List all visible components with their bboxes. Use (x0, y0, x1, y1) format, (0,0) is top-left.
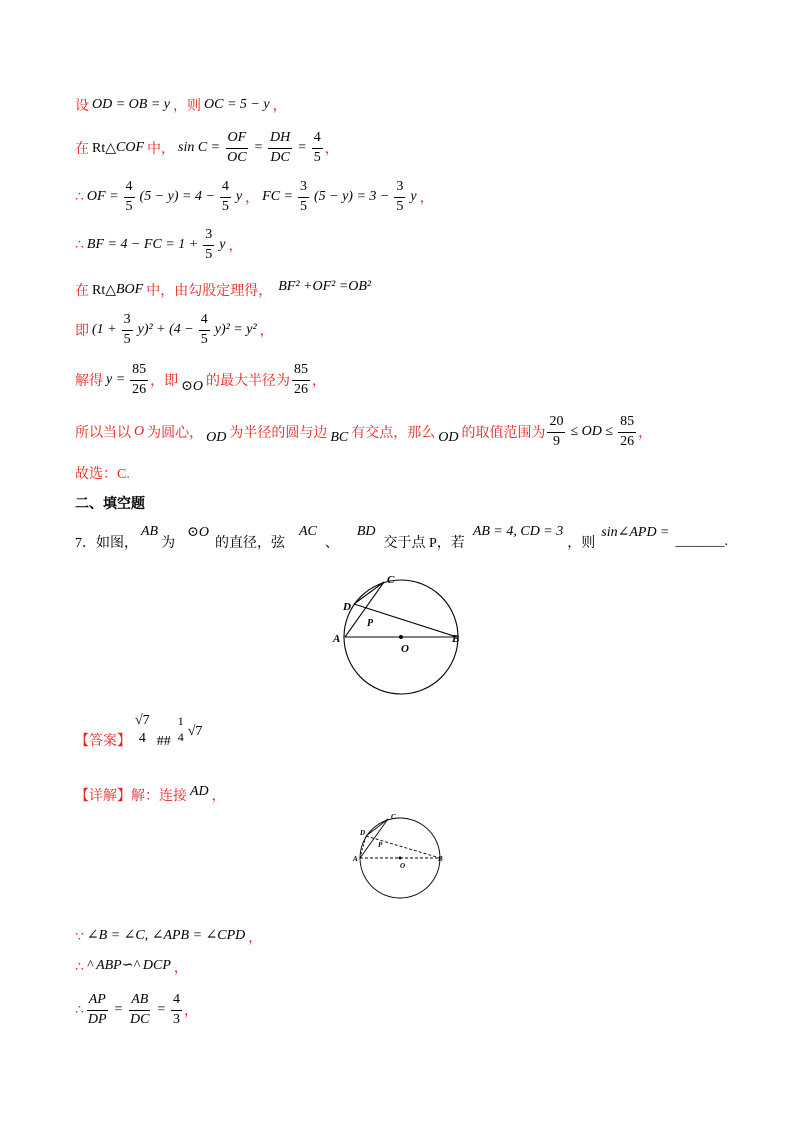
text: 设 (75, 99, 89, 114)
math-expression: BD (356, 524, 376, 539)
math-expression: AC (298, 524, 317, 539)
text: ， (324, 142, 339, 157)
therefore-symbol: ∴ (75, 1002, 84, 1018)
math-expression: OC = 5 − y (204, 97, 270, 112)
numerator: 85 (130, 362, 148, 380)
math-expression: Rt△ (92, 140, 116, 156)
label-a: A (333, 633, 341, 645)
fraction (225, 130, 248, 165)
denominator: 26 (132, 381, 147, 397)
solution-line-8 (75, 410, 652, 454)
numerator: 20 (547, 414, 565, 432)
numerator: DH (268, 130, 292, 148)
circle-symbol: ⊙O (181, 378, 204, 394)
fraction (268, 130, 292, 165)
label-b: B (438, 855, 443, 863)
fraction (133, 713, 152, 747)
math-expression: = (156, 1002, 166, 1017)
denominator: 26 (620, 433, 635, 449)
detail-label: 【详解】解：连接 (75, 789, 187, 804)
text: ， (248, 931, 263, 946)
text: ， (419, 191, 434, 206)
math-expression: y)² + (4 − (137, 322, 194, 337)
solution-line-5 (75, 268, 374, 312)
math-expression: FC = (262, 189, 293, 204)
label-d: D (343, 601, 351, 613)
fraction (298, 179, 309, 214)
separator: ## (156, 734, 171, 749)
denominator: 4 (138, 731, 146, 746)
text: 7．如图， (75, 536, 138, 551)
solution-line-3 (75, 175, 434, 219)
solution-line-7 (75, 358, 326, 402)
numerator: OF (226, 130, 249, 148)
text: 在 (75, 142, 89, 157)
label-o: O (401, 643, 409, 655)
math-expression: = (253, 140, 264, 155)
label-o: O (400, 862, 406, 870)
text: 中， (147, 142, 175, 157)
fraction (203, 227, 214, 262)
solution-line-6 (75, 308, 274, 352)
label-c: C (387, 574, 395, 586)
text: ，则 (567, 536, 596, 551)
denominator: 5 (125, 198, 133, 214)
fraction (86, 992, 109, 1027)
solution-line-1 (75, 83, 287, 127)
text: 为 (161, 536, 176, 551)
math-expression: AB (141, 524, 159, 539)
math-expression: (1 + (92, 322, 117, 337)
question-7 (75, 520, 728, 564)
label-p: P (367, 618, 374, 629)
math-expression: OD = OB = y (92, 97, 170, 112)
fraction (130, 362, 148, 397)
denominator: 4 (177, 730, 184, 744)
denominator: 5 (396, 198, 404, 214)
label-b: B (452, 633, 460, 645)
solution-line-2 (75, 126, 339, 170)
numerator: 85 (618, 414, 636, 432)
answer-line (75, 708, 202, 752)
text: ， (272, 99, 287, 114)
numerator: 3 (394, 179, 405, 197)
denominator: OC (227, 149, 247, 165)
fraction (394, 179, 405, 214)
text: ， (183, 1004, 198, 1019)
math-expression: y (235, 189, 243, 204)
heading-text: 二、填空题 (75, 497, 145, 512)
circle-figure-2 (350, 808, 450, 903)
circle-symbol: ⊙O (187, 524, 209, 540)
because-symbol: ∵ (75, 929, 84, 945)
numerator: 85 (292, 362, 310, 380)
denominator: 5 (123, 331, 131, 347)
numerator: AB (129, 992, 150, 1010)
denominator: DC (270, 149, 290, 165)
math-expression: y)² = y² (214, 322, 257, 337)
math-expression: BF = 4 − FC = 1 + (86, 237, 199, 252)
math-expression: (5 − y) = 4 − (139, 189, 215, 204)
math-expression: sin∠APD = (601, 524, 670, 540)
fraction (199, 312, 210, 347)
math-expression: OD (206, 430, 227, 445)
fraction (122, 312, 133, 347)
therefore-symbol: ∴ (75, 189, 84, 205)
text: ， (312, 374, 327, 389)
text: 的直径，弦 (214, 536, 285, 551)
text: 即 (75, 324, 89, 339)
detail-line (75, 773, 226, 817)
math-expression: (5 − y) = 3 − (313, 189, 390, 204)
numerator: 1 (177, 714, 184, 729)
denominator: DC (130, 1011, 150, 1027)
denominator: 5 (299, 198, 307, 214)
text: 为圆心， (147, 426, 204, 441)
numerator: 4 (312, 130, 323, 148)
numerator: 4 (220, 179, 231, 197)
text: ， (259, 324, 274, 339)
chord-cd (366, 819, 388, 836)
label-a: A (353, 855, 358, 863)
text: 的最大半径为 (206, 374, 291, 389)
text: ，则 (173, 99, 201, 114)
denominator: 9 (552, 433, 560, 449)
math-expression: AD (190, 784, 209, 799)
text: ， (638, 426, 653, 441)
math-expression: BOF (116, 282, 144, 297)
math-expression: Rt△ (92, 282, 116, 298)
text: 中，由勾股定理得， (146, 284, 273, 299)
answer-label: 【答案】 (75, 734, 131, 749)
fraction (292, 362, 310, 397)
math-expression: ≤ OD ≤ (570, 424, 614, 439)
math-expression: = (113, 1002, 124, 1017)
text: ， (211, 789, 226, 804)
chord-cd (354, 582, 384, 604)
therefore-symbol: ∴ (75, 237, 84, 253)
fraction (618, 414, 636, 449)
text: ，即 (150, 374, 179, 389)
fraction (312, 130, 323, 165)
text: ， (228, 239, 243, 254)
text: 的取值范围为 (461, 426, 546, 441)
denominator: 5 (200, 331, 208, 347)
fraction (171, 992, 182, 1027)
text: ， (173, 961, 188, 976)
proof-line-3 (75, 988, 198, 1032)
text: 所以当以 (75, 426, 131, 441)
label-p: P (378, 841, 383, 849)
math-expression: = (297, 140, 307, 155)
text: 交于点 P，若 (383, 536, 465, 551)
numerator: 4 (199, 312, 210, 330)
text: ， (245, 191, 260, 206)
math-expression: √7 (187, 724, 203, 739)
chord-ac (360, 819, 388, 858)
numerator: AP (87, 992, 108, 1010)
math-expression: y (219, 237, 226, 252)
label-c: C (391, 813, 396, 821)
numerator: 3 (298, 179, 309, 197)
fraction (124, 179, 135, 214)
center-point (399, 857, 402, 860)
math-expression: ∠B = ∠C, ∠APB = ∠CPD (86, 927, 246, 943)
fraction (128, 992, 151, 1027)
label-d: D (360, 829, 366, 837)
fraction (176, 715, 186, 745)
math-expression: COF (116, 140, 144, 155)
math-expression: BC (330, 430, 349, 445)
therefore-symbol: ∴ (75, 959, 84, 975)
math-expression: y (410, 189, 417, 204)
point-label: O (134, 424, 145, 439)
text: 故选：C. (75, 467, 130, 482)
denominator: DP (87, 1011, 107, 1027)
numerator: 4 (124, 179, 135, 197)
text: 有交点，那么 (351, 426, 436, 441)
numerator: √7 (135, 712, 150, 728)
text: 、 (324, 536, 339, 551)
math-expression: BF² +OF² =OB² (278, 279, 372, 294)
text: 解得 (75, 374, 103, 389)
solution-line-4 (75, 223, 242, 267)
circle-figure-1 (330, 570, 475, 695)
math-expression: OF = (86, 189, 119, 204)
denominator: 5 (313, 149, 321, 165)
math-expression: ^ ABP∽^ DCP (86, 957, 171, 973)
center-point (399, 635, 403, 639)
fraction (220, 179, 231, 214)
math-expression: AB = 4, CD = 3 (472, 524, 564, 539)
fraction (547, 414, 565, 449)
numerator: 3 (122, 312, 133, 330)
proof-line-2 (75, 945, 188, 989)
numerator: 3 (203, 227, 214, 245)
math-expression: OD (438, 430, 459, 445)
numerator: 4 (171, 992, 182, 1010)
denominator: 3 (172, 1011, 180, 1027)
denominator: 26 (294, 381, 309, 397)
denominator: 5 (221, 198, 229, 214)
text: 为半径的圆与边 (229, 426, 328, 441)
math-expression: sin C = (178, 140, 221, 155)
section-heading (75, 481, 145, 525)
answer-blank: _______. (675, 534, 728, 549)
math-expression: y = (106, 372, 126, 387)
text: 在 (75, 284, 89, 299)
denominator: 5 (205, 246, 213, 262)
